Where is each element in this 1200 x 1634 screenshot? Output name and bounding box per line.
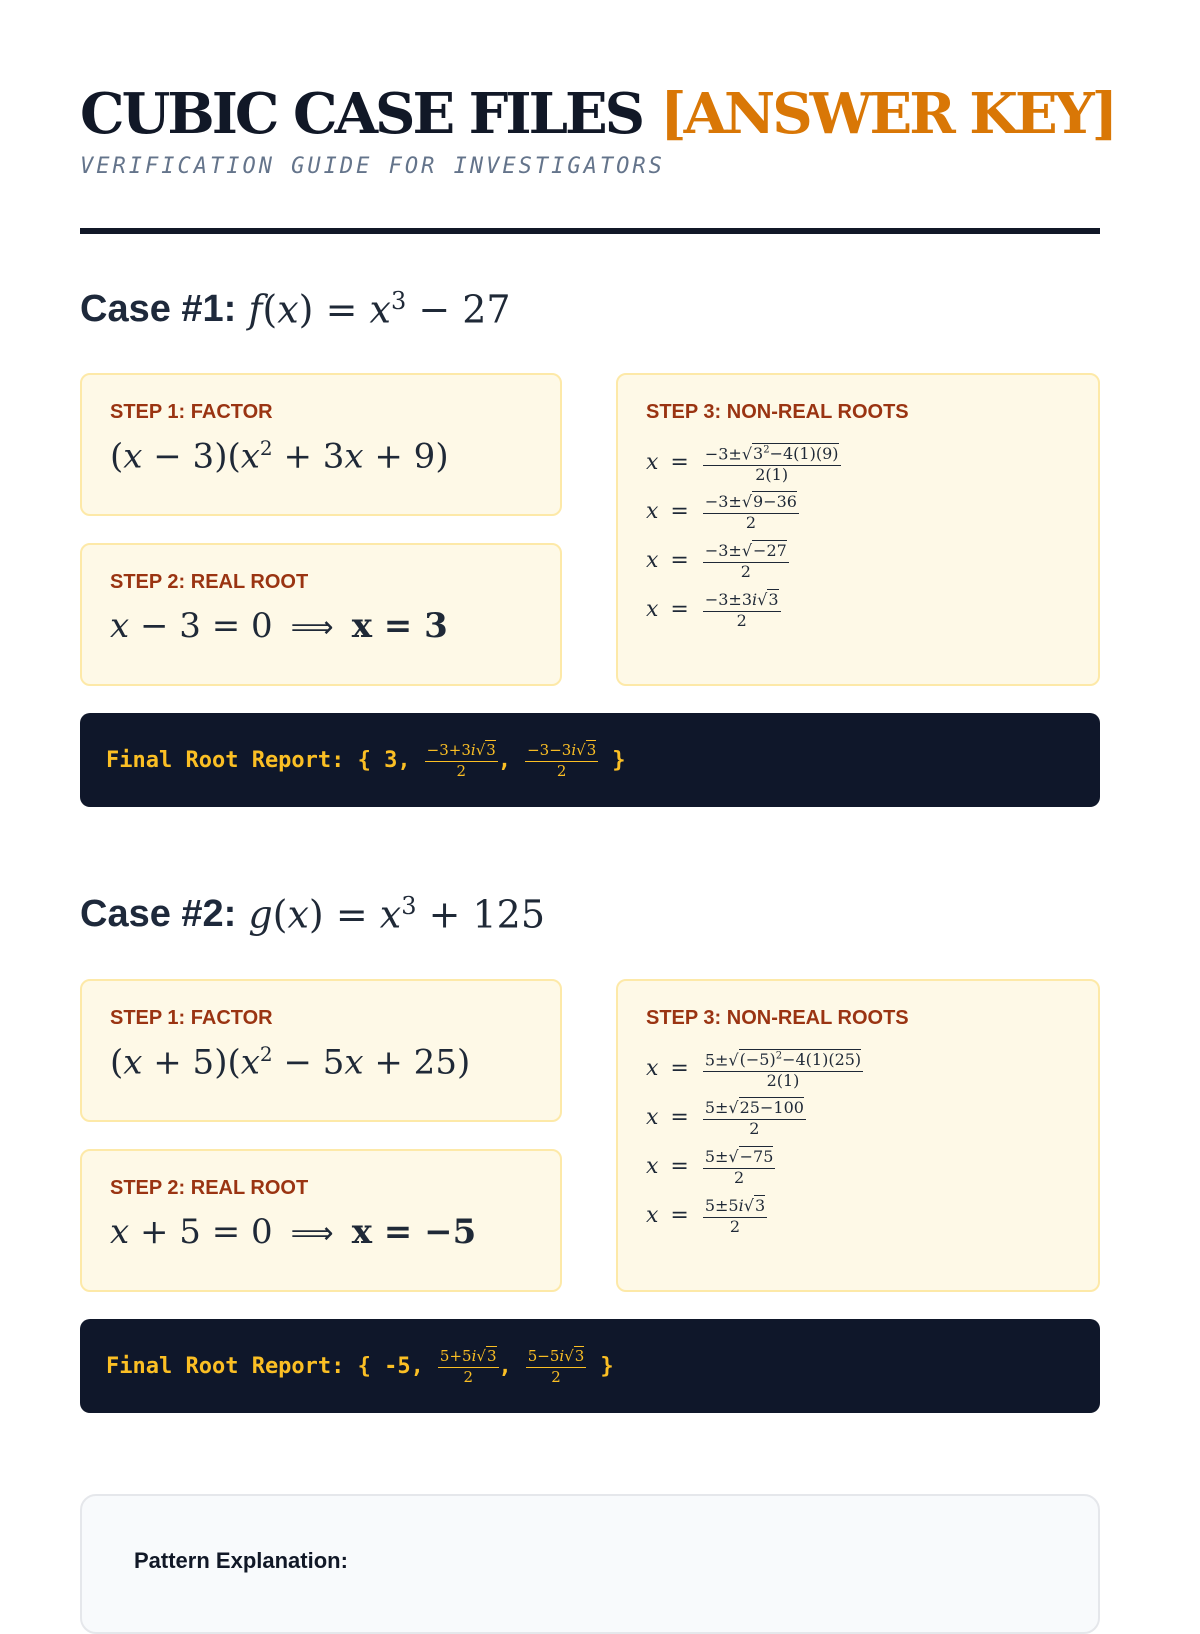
case-1-step-1-card xyxy=(80,373,562,516)
derivation-line: x = $\frac{5\pm√(-5)^2-4(1)(25)}{2(1)}$ xyxy=(646,1044,1070,1093)
real-root-value: -5 xyxy=(384,1353,411,1379)
case-1-step-2-card xyxy=(80,543,562,686)
pattern-explanation-panel xyxy=(80,1494,1100,1634)
case-1-label: Case #1: xyxy=(80,287,237,330)
step-label: STEP 1: FACTOR xyxy=(110,401,273,423)
page-title xyxy=(80,80,1115,148)
case-2-label: Case #2: xyxy=(80,892,237,935)
case-1-function: $f(x) = x^3 - 27$ xyxy=(248,286,511,332)
case-1-heading xyxy=(80,279,511,339)
case-2-function: $g(x) = x^3 + 125$ xyxy=(248,891,546,937)
case-1-final-root-report: Final Root Report: { 3 , $\frac{-3+3i√3}{2}$ , $\frac{-3-3i√3}{2}$ } xyxy=(80,713,1100,807)
case-2-step-1-card xyxy=(80,979,562,1122)
title-answer-key: [ANSWER KEY] xyxy=(660,81,1116,147)
step-label: STEP 2: REAL ROOT xyxy=(110,1177,309,1199)
case-2-step-2-card xyxy=(80,1149,562,1292)
derivation-line: x = $\frac{5\pm√25-100}{2}$ xyxy=(646,1097,804,1138)
derivation-line: x = $\frac{-3\pm√-27}{2}$ xyxy=(646,540,787,581)
complex-root-1: $\frac{5+5i√3}{2}$ xyxy=(439,1347,497,1386)
complex-root-1: $\frac{-3+3i√3}{2}$ xyxy=(426,741,496,780)
report-label: Final Root Report: xyxy=(106,1353,345,1379)
step-label: STEP 2: REAL ROOT xyxy=(110,571,309,593)
case-1-factored-expression: $(x - 3)(x^2 + 3x + 9)$ xyxy=(110,436,449,477)
derivation-line: x = $\frac{5\pm√-75}{2}$ xyxy=(646,1146,774,1187)
step-label: STEP 1: FACTOR xyxy=(110,1007,273,1029)
case-1-real-root-expression: x − 3 = 0 ⟹ x = 3 xyxy=(110,606,448,646)
real-root-value: 3 xyxy=(384,747,398,773)
case-2-real-root-expression: x + 5 = 0 ⟹ x = −5 xyxy=(110,1212,477,1252)
derivation-line: x = $\frac{-3\pm√3^2-4(1)(9)}{2(1)}$ xyxy=(646,438,1070,487)
case-1-roots-derivation xyxy=(646,438,1070,634)
case-1-step-3-card xyxy=(616,373,1100,686)
case-2-final-root-report: Final Root Report: { -5 , $\frac{5+5i√3}{2}$ , $\frac{5-5i√3}{2}$ } xyxy=(80,1319,1100,1413)
case-2-step-3-card xyxy=(616,979,1100,1292)
derivation-line: x = $\frac{-3\pm√9-36}{2}$ xyxy=(646,491,797,532)
step-label: STEP 3: NON-REAL ROOTS xyxy=(646,401,909,423)
complex-root-2: $\frac{5-5i√3}{2}$ xyxy=(527,1347,585,1386)
header-divider xyxy=(80,228,1100,234)
report-label: Final Root Report: xyxy=(106,747,345,773)
case-2-roots-derivation xyxy=(646,1044,1070,1240)
title-main: CUBIC CASE FILES xyxy=(80,81,643,147)
complex-root-2: $\frac{-3-3i√3}{2}$ xyxy=(527,741,597,780)
derivation-line: x = $\frac{5\pm 5i√3}{2}$ xyxy=(646,1195,766,1236)
derivation-line: x = $\frac{-3\pm 3i√3}{2}$ xyxy=(646,589,779,630)
case-2-heading xyxy=(80,884,545,944)
case-2-factored-expression: $(x + 5)(x^2 - 5x + 25)$ xyxy=(110,1042,471,1083)
pattern-explanation-title: Pattern Explanation: xyxy=(134,1548,348,1573)
page-subtitle: VERIFICATION GUIDE FOR INVESTIGATORS xyxy=(80,154,665,179)
step-label: STEP 3: NON-REAL ROOTS xyxy=(646,1007,909,1029)
